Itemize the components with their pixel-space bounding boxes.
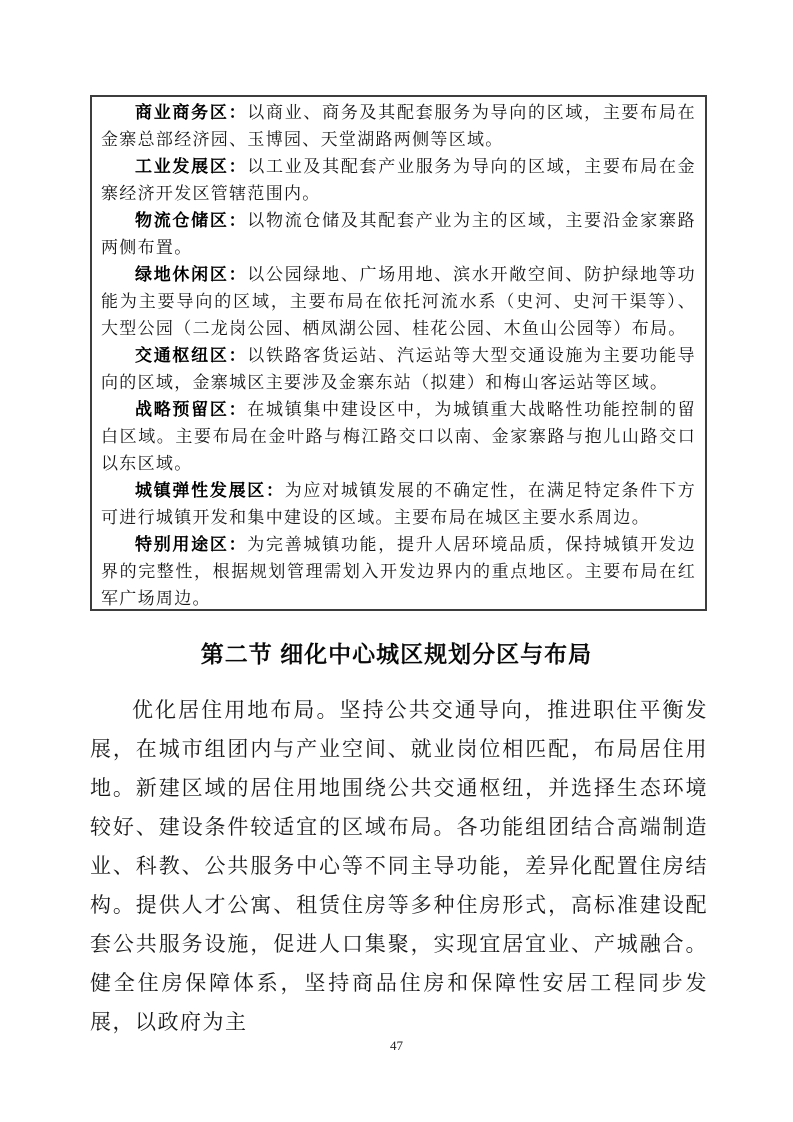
zone-paragraph	[101, 153, 696, 207]
zone-paragraph	[101, 207, 696, 261]
zone-text: 在城镇集中建设区中，为城镇重大战略性功能控制的留白区域。主要布局在金叶路与梅江路交口以南、金家寨路与抱儿山路交口以东区域。	[101, 400, 696, 473]
zone-label: 城镇弹性发展区：	[135, 481, 285, 500]
zone-paragraph	[101, 396, 696, 477]
zone-label: 交通枢纽区：	[135, 346, 248, 365]
zone-paragraph	[101, 261, 696, 342]
zone-paragraph	[101, 531, 696, 612]
zone-text: 以工业及其配套产业服务为导向的区域，主要布局在金寨经济开发区管辖范围内。	[101, 157, 696, 203]
body-paragraph: 优化居住用地布局。坚持公共交通导向，推进职住平衡发展，在城市组团内与产业空间、就业岗位相匹配，布局居住用地。新建区域的居住用地围绕公共交通枢纽，并选择生态环境较好、建设条件较适宜的区域布局。各功能组团结合高端制造业、科教、公共服务中心等不同主导功能，差异化配置住房结构。提供人才公寓、租赁住房等多种住房形式，高标准建设配套公共服务设施，促进人口集聚，实现宜居宜业、产城融合。健全住房保障体系，坚持商品住房和保障性安居工程同步发展，以政府为主	[90, 698, 708, 1034]
zone-label: 商业商务区：	[135, 103, 248, 122]
zone-label: 物流仓储区：	[135, 211, 248, 230]
zone-paragraph	[101, 99, 696, 153]
zone-text: 以商业、商务及其配套服务为导向的区域，主要布局在金寨总部经济园、玉博园、天堂湖路两侧等区域。	[101, 103, 696, 149]
zone-text: 以铁路客货运站、汽运站等大型交通设施为主要功能导向的区域，金寨城区主要涉及金寨东站（拟建）和梅山客运站等区域。	[101, 346, 696, 392]
zone-label: 战略预留区：	[135, 400, 248, 419]
zone-label: 绿地休闲区：	[135, 265, 248, 284]
section-heading: 第二节 细化中心城区规划分区与布局	[200, 641, 593, 667]
page-number: 47	[390, 1038, 403, 1053]
zone-label: 工业发展区：	[135, 157, 248, 176]
zone-text: 以物流仓储及其配套产业为主的区域，主要沿金家寨路两侧布置。	[101, 211, 696, 257]
zone-paragraph	[101, 342, 696, 396]
zone-definitions-box	[90, 95, 707, 611]
zone-text: 为应对城镇发展的不确定性，在满足特定条件下方可进行城镇开发和集中建设的区域。主要布局在城区主要水系周边。	[101, 481, 696, 527]
zone-paragraph	[101, 477, 696, 531]
zone-label: 特别用途区：	[135, 535, 248, 554]
zone-text: 以公园绿地、广场用地、滨水开敞空间、防护绿地等功能为主要导向的区域，主要布局在依托河流水系（史河、史河干渠等）、大型公园（二龙岗公园、栖凤湖公园、桂花公园、木鱼山公园等）布局。	[101, 265, 696, 338]
zone-text: 为完善城镇功能，提升人居环境品质，保持城镇开发边界的完整性，根据规划管理需划入开发边界内的重点地区。主要布局在红军广场周边。	[101, 535, 696, 608]
